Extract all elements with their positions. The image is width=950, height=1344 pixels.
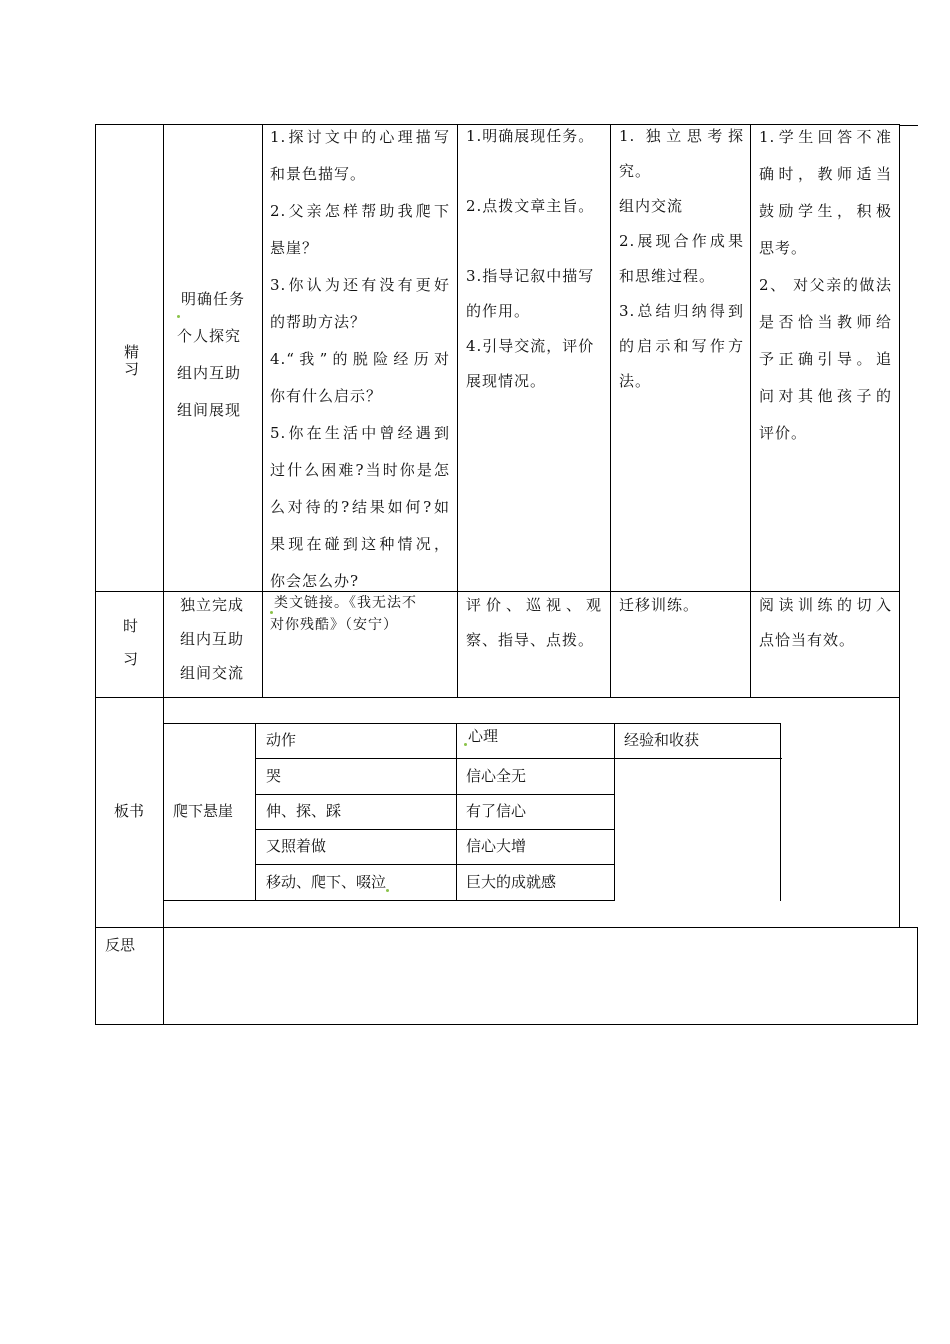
text-line: 评价、巡视、观 bbox=[466, 596, 602, 614]
col5-border bbox=[750, 124, 751, 698]
bb-feeling: 信心大增 bbox=[466, 837, 527, 855]
text-line: 法。 bbox=[619, 372, 652, 390]
text-line: 问对其他孩子的 bbox=[759, 387, 892, 405]
jingxi-tasks-cell bbox=[270, 119, 450, 600]
text-line: 是否恰当教师给 bbox=[759, 313, 892, 331]
bb-line bbox=[255, 829, 614, 830]
text-line: 迁移训练。 bbox=[619, 596, 700, 614]
table-bottom-border bbox=[95, 1024, 918, 1025]
shixi-teacher-cell bbox=[466, 588, 602, 658]
text-line: 你有什么启示？ bbox=[270, 387, 383, 405]
bb-header-gains: 经验和收获 bbox=[624, 731, 700, 749]
text-line: 心理 bbox=[468, 727, 499, 745]
text-line: 1.学生回答不准 bbox=[759, 128, 892, 146]
table-right-border bbox=[899, 124, 900, 928]
text-line: 3.指导记叙中描写 bbox=[466, 267, 595, 285]
marker-dot bbox=[386, 889, 389, 892]
bb-feeling: 巨大的成就感 bbox=[466, 873, 557, 891]
row-divider-2 bbox=[95, 697, 900, 698]
text-line: 组内互助 bbox=[177, 364, 242, 382]
row-label-shixi-2: 习 bbox=[123, 650, 139, 668]
text-line bbox=[466, 224, 606, 259]
text-line: 组间展现 bbox=[177, 401, 242, 419]
text-line: 对你残酷》（安宁） bbox=[270, 617, 398, 633]
bb-header-feelings bbox=[464, 725, 498, 746]
bb-title: 爬下悬崖 bbox=[173, 802, 234, 820]
text-line: 鼓励学生，积极 bbox=[759, 202, 892, 220]
text-line: 察、指导、点拨。 bbox=[466, 631, 595, 649]
bb-action: 哭 bbox=[266, 767, 282, 785]
text-line: 明确任务 bbox=[181, 290, 246, 308]
text-line: 你会怎么办? bbox=[270, 572, 360, 590]
text-line: 评价。 bbox=[759, 424, 808, 442]
text-line: 么对待的?结果如何?如 bbox=[270, 498, 450, 516]
text-line: 1.明确展现任务。 bbox=[466, 127, 595, 145]
text-line bbox=[466, 154, 606, 189]
label-column-border bbox=[163, 124, 164, 1025]
bb-line bbox=[255, 864, 614, 865]
table-left-border bbox=[95, 124, 96, 1025]
bb-bottom bbox=[163, 900, 615, 901]
text-line: 予正确引导。追 bbox=[759, 350, 892, 368]
text-line: 组内互助 bbox=[180, 630, 245, 648]
shixi-design-cell bbox=[759, 588, 892, 658]
bb-line bbox=[255, 758, 782, 759]
text-line: 2.父亲怎样帮助我爬下 bbox=[270, 202, 450, 220]
text-line: 果现在碰到这种情况， bbox=[270, 535, 450, 553]
text-line: 移动、爬下、啜泣 bbox=[266, 873, 387, 891]
marker-dot bbox=[464, 743, 467, 746]
text-line: 4.引导交流，评价 bbox=[466, 337, 595, 355]
text-line: 和景色描写。 bbox=[270, 165, 367, 183]
text-line: 展现情况。 bbox=[466, 372, 547, 390]
text-line: 思考。 bbox=[759, 239, 808, 257]
text-line: 2、 对父亲的做法 bbox=[759, 276, 892, 294]
col4-border bbox=[610, 124, 611, 698]
text-line: 和思维过程。 bbox=[619, 267, 716, 285]
text-line: 过什么困难?当时你是怎 bbox=[270, 461, 450, 479]
bb-col bbox=[456, 723, 457, 901]
bb-action: 又照着做 bbox=[266, 837, 327, 855]
row-label-jingxi-1: 精 bbox=[124, 343, 140, 361]
bb-feeling: 信心全无 bbox=[466, 767, 527, 785]
row-divider-3 bbox=[95, 927, 918, 928]
jingxi-design-cell bbox=[759, 119, 892, 452]
jingxi-method-cell bbox=[177, 281, 245, 429]
row-label-banshu: 板书 bbox=[114, 802, 145, 820]
text-line: 2.点拨文章主旨。 bbox=[466, 197, 595, 215]
text-line: 组间交流 bbox=[180, 664, 245, 682]
col2-border bbox=[262, 124, 263, 698]
jingxi-student-cell bbox=[619, 119, 744, 399]
shixi-tasks-cell bbox=[270, 592, 417, 636]
fansi-right-border bbox=[917, 927, 918, 1025]
bb-col bbox=[255, 723, 256, 901]
text-line: 悬崖？ bbox=[270, 239, 319, 257]
bb-col bbox=[780, 723, 781, 901]
text-line: 2.展现合作成果 bbox=[619, 232, 744, 250]
bb-line bbox=[255, 794, 614, 795]
bb-action bbox=[266, 871, 390, 892]
text-line: 1.探讨文中的心理描写 bbox=[270, 128, 450, 146]
bb-action: 伸、探、踩 bbox=[266, 802, 342, 820]
bb-feeling: 有了信心 bbox=[466, 802, 527, 820]
text-line: 1. 独立思考探 bbox=[619, 127, 744, 145]
col3-border bbox=[457, 124, 458, 698]
text-line: 个人探究 bbox=[177, 327, 242, 345]
text-line: 4.“我”的脱险经历对 bbox=[270, 350, 450, 368]
text-line: 确时，教师适当 bbox=[759, 165, 892, 183]
jingxi-teacher-cell bbox=[466, 119, 606, 399]
row-label-shixi-1: 时 bbox=[123, 617, 139, 635]
text-line: 的作用。 bbox=[466, 302, 531, 320]
text-line: 的启示和写作方 bbox=[619, 337, 744, 355]
text-line: 组内交流 bbox=[619, 197, 684, 215]
text-line: 3.你认为还有没有更好 bbox=[270, 276, 450, 294]
text-line: 5.你在生活中曾经遇到 bbox=[270, 424, 450, 442]
bb-header-actions: 动作 bbox=[266, 731, 297, 749]
text-line: 阅读训练的切入 bbox=[759, 596, 892, 614]
text-line: 究。 bbox=[619, 162, 652, 180]
text-line: 点恰当有效。 bbox=[759, 631, 856, 649]
text-line: 独立完成 bbox=[180, 596, 245, 614]
shixi-method-cell bbox=[180, 588, 244, 690]
text-line: 类文链接。《我无法不 bbox=[274, 595, 417, 611]
table-top-border-stub bbox=[900, 125, 918, 126]
bb-col bbox=[614, 723, 615, 901]
text-line: 3.总结归纳得到 bbox=[619, 302, 744, 320]
shixi-student-cell bbox=[619, 588, 699, 623]
row-label-fansi: 反思 bbox=[105, 936, 136, 954]
text-line: 的帮助方法？ bbox=[270, 313, 367, 331]
row-label-jingxi-2: 习 bbox=[124, 360, 140, 378]
